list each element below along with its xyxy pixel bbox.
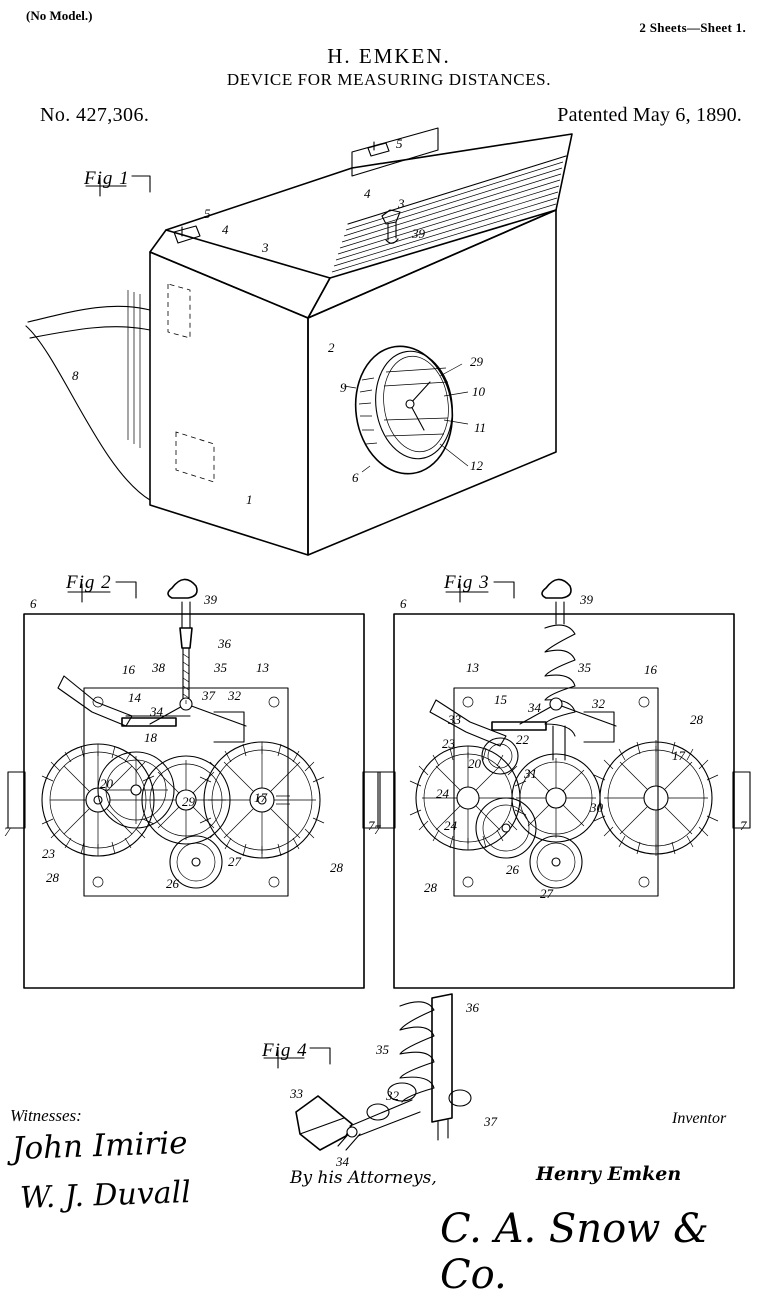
fig3-label-23: 23: [442, 736, 455, 751]
fig2-label-20: 20: [100, 776, 113, 791]
fig2-label-16: 16: [122, 662, 135, 677]
fig2-label-28b: 28: [46, 870, 59, 885]
fig1-label-5b: 5: [204, 206, 211, 221]
fig3-label-32: 32: [592, 696, 605, 711]
inventor-name: H. EMKEN.: [327, 44, 451, 68]
fig3-label-20: 20: [468, 756, 481, 771]
fig3-label-7a: 7: [374, 822, 381, 837]
fig2-label-28a: 28: [330, 860, 343, 875]
fig1-label-4b: 4: [222, 222, 229, 237]
fig2-label-39: 39: [204, 592, 217, 607]
fig1-label-8: 8: [72, 368, 79, 383]
fig3-label-22: 22: [516, 732, 529, 747]
no-model-note: (No Model.): [26, 8, 93, 23]
fig2-label-6: 6: [30, 596, 37, 611]
fig4-label-36: 36: [466, 1000, 479, 1015]
attorney-signature: C. A. Snow & Co.: [440, 1206, 709, 1298]
sheet-count: 2 Sheets—Sheet 1.: [639, 20, 746, 35]
fig3-label-34: 34: [528, 700, 541, 715]
fig3-label-24b: 24: [444, 818, 457, 833]
fig3-label-17: 17: [672, 748, 685, 763]
fig2-label-14: 14: [128, 690, 141, 705]
fig2-label-29: 29: [182, 794, 195, 809]
fig3-label-15: 15: [494, 692, 507, 707]
fig3-label-28a: 28: [690, 712, 703, 727]
fig3-label-31: 31: [524, 766, 537, 781]
fig3-label-16: 16: [644, 662, 657, 677]
fig3-label-6: 6: [400, 596, 407, 611]
fig3-label-13: 13: [466, 660, 479, 675]
fig4-caption: Fig 4: [262, 1040, 308, 1061]
fig1-label-6: 6: [352, 470, 359, 485]
fig1-label-11: 11: [474, 420, 487, 435]
by-attorneys-label: By his Attorneys,: [290, 1168, 437, 1188]
fig2-label-27: 27: [228, 854, 241, 869]
witness-signature-1: John Imirie: [11, 1124, 189, 1168]
fig1-label-2: 2: [328, 340, 335, 355]
witnesses-heading: Witnesses:: [10, 1106, 82, 1125]
fig2-label-32: 32: [228, 688, 241, 703]
fig1-label-3b: 3: [262, 240, 269, 255]
inventor-signature: Henry Emken: [536, 1163, 682, 1185]
fig2-label-26: 26: [166, 876, 179, 891]
fig2-label-34: 34: [150, 704, 163, 719]
fig4-label-35: 35: [376, 1042, 389, 1057]
fig3-label-35: 35: [578, 660, 591, 675]
fig3-label-28b: 28: [424, 880, 437, 895]
patent-number: No. 427,306.: [40, 104, 150, 126]
fig1-label-29: 29: [470, 354, 483, 369]
fig4-label-32: 32: [386, 1088, 399, 1103]
fig1-label-10: 10: [472, 384, 485, 399]
fig2-caption: Fig 2: [66, 572, 112, 593]
fig2-label-7b: 7: [368, 818, 375, 833]
fig3-label-24a: 24: [436, 786, 449, 801]
fig1-label-1: 1: [246, 492, 253, 507]
fig2-label-7a: 7: [4, 824, 11, 839]
fig2-label-35: 35: [214, 660, 227, 675]
fig2-label-38: 38: [152, 660, 165, 675]
patent-title: DEVICE FOR MEASURING DISTANCES.: [226, 70, 552, 89]
fig2-label-17: 17: [254, 790, 267, 805]
fig2-label-23: 23: [42, 846, 55, 861]
fig3-label-30: 30: [590, 800, 603, 815]
fig1-label-5: 5: [396, 136, 403, 151]
fig4-label-34: 34: [336, 1154, 349, 1169]
fig1-label-4: 4: [364, 186, 371, 201]
fig4-label-37: 37: [484, 1114, 497, 1129]
fig2-label-13: 13: [256, 660, 269, 675]
fig1-caption: Fig 1: [84, 168, 130, 189]
fig1-label-9: 9: [340, 380, 347, 395]
fig3-label-33: 33: [448, 712, 461, 727]
fig3-label-27: 27: [540, 886, 553, 901]
fig1-label-12: 12: [470, 458, 483, 473]
fig3-caption: Fig 3: [444, 572, 490, 593]
fig1-label-39: 39: [412, 226, 425, 241]
inventor-heading: Inventor: [672, 1110, 727, 1127]
fig3-label-39: 39: [580, 592, 593, 607]
fig2-label-37: 37: [202, 688, 215, 703]
fig3-label-7b: 7: [740, 818, 747, 833]
witness-signature-2: W. J. Duvall: [19, 1175, 192, 1216]
fig2-label-18: 18: [144, 730, 157, 745]
fig1-label-3a: 3: [398, 196, 405, 211]
fig2-label-36: 36: [218, 636, 231, 651]
fig3-label-26: 26: [506, 862, 519, 877]
fig4-label-33: 33: [290, 1086, 303, 1101]
patent-date: Patented May 6, 1890.: [557, 104, 742, 126]
